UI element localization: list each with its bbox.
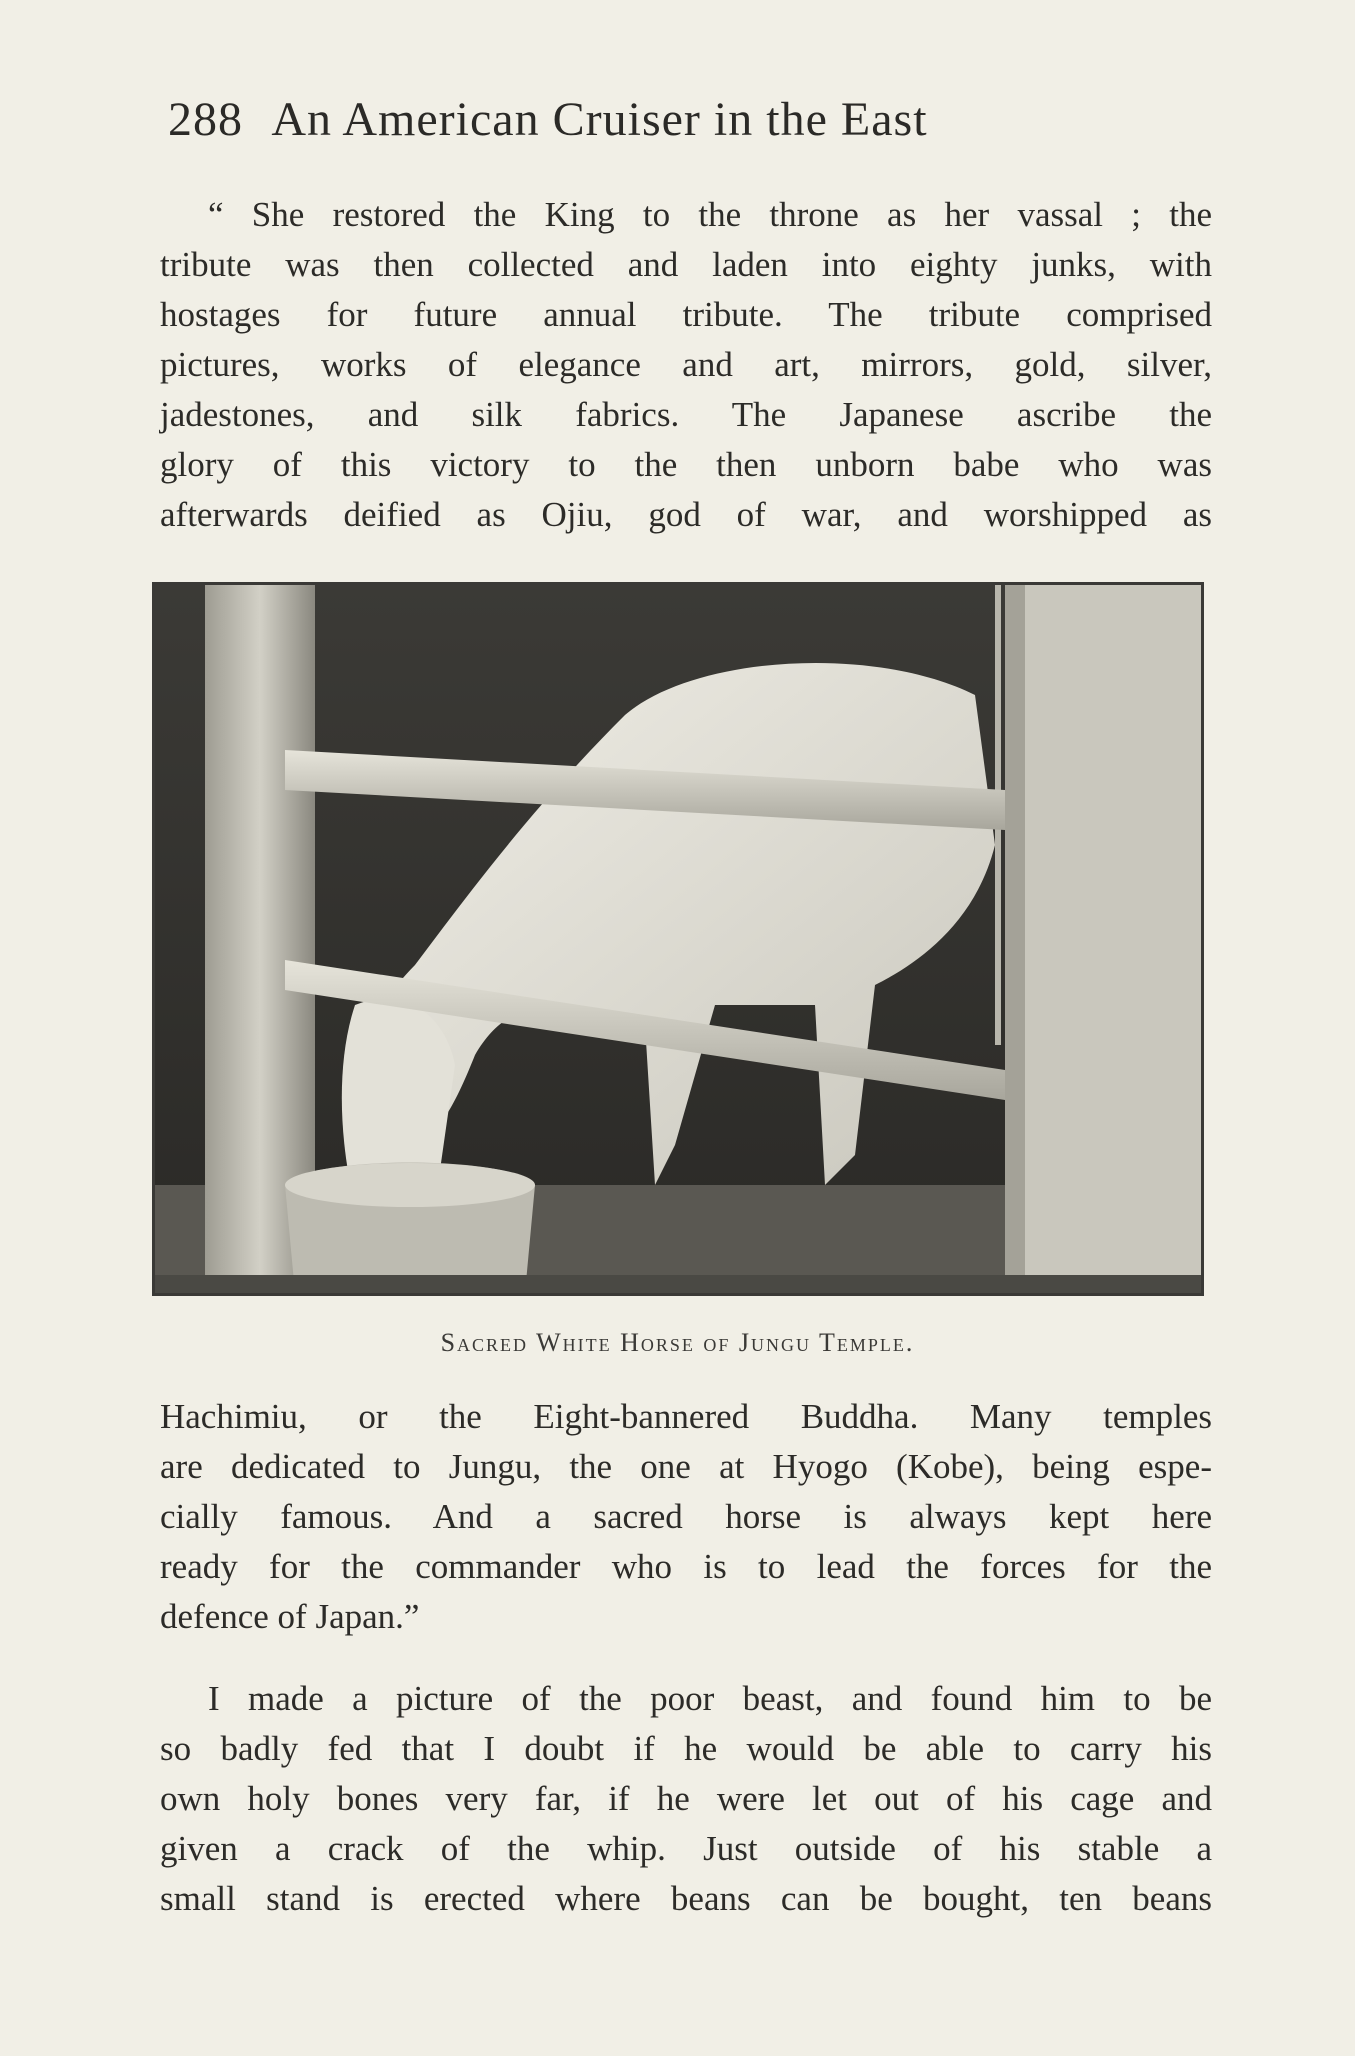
text-line: small stand is erected where beans can be bought, ten beans bbox=[160, 1879, 1212, 1918]
text-line: Hachimiu, or the Eight-bannered Buddha. Many temples bbox=[160, 1397, 1212, 1436]
paragraph-quote-continuation bbox=[160, 190, 1212, 540]
text-line: tribute was then collected and laden into eighty junks, with bbox=[160, 245, 1212, 284]
running-title: An American Cruiser in the East bbox=[271, 93, 928, 146]
text-line: cially famous. And a sacred horse is always kept here bbox=[160, 1497, 1212, 1536]
paragraph-narrative bbox=[160, 1674, 1212, 1924]
paragraph-quote-end bbox=[160, 1392, 1212, 1642]
horse-photograph bbox=[152, 582, 1204, 1296]
text-line: pictures, works of elegance and art, mirrors, gold, silver, bbox=[160, 345, 1212, 384]
text-line: I made a picture of the poor beast, and found him to be bbox=[208, 1679, 1212, 1718]
running-head bbox=[168, 92, 928, 147]
text-line: are dedicated to Jungu, the one at Hyogo (Kobe), being espe- bbox=[160, 1447, 1212, 1486]
plate-caption: Sacred White Horse of Jungu Temple. bbox=[440, 1328, 915, 1357]
text-line: glory of this victory to the then unborn babe who was bbox=[160, 445, 1212, 484]
text-line: own holy bones very far, if he were let out of his cage and bbox=[160, 1779, 1212, 1818]
page-number: 288 bbox=[168, 93, 243, 146]
text-line: hostages for future annual tribute. The tribute comprised bbox=[160, 295, 1212, 334]
horse-photograph-drawing bbox=[155, 585, 1201, 1293]
text-line: so badly fed that I doubt if he would be able to carry his bbox=[160, 1729, 1212, 1768]
text-line: given a crack of the whip. Just outside of his stable a bbox=[160, 1829, 1212, 1868]
text-line: afterwards deified as Ojiu, god of war, and worshipped as bbox=[160, 495, 1212, 534]
text-line: “ She restored the King to the throne as her vassal ; the bbox=[208, 195, 1212, 234]
text-line: defence of Japan.” bbox=[160, 1597, 420, 1636]
text-line: ready for the commander who is to lead the forces for the bbox=[160, 1547, 1212, 1586]
text-line: jadestones, and silk fabrics. The Japanese ascribe the bbox=[160, 395, 1212, 434]
